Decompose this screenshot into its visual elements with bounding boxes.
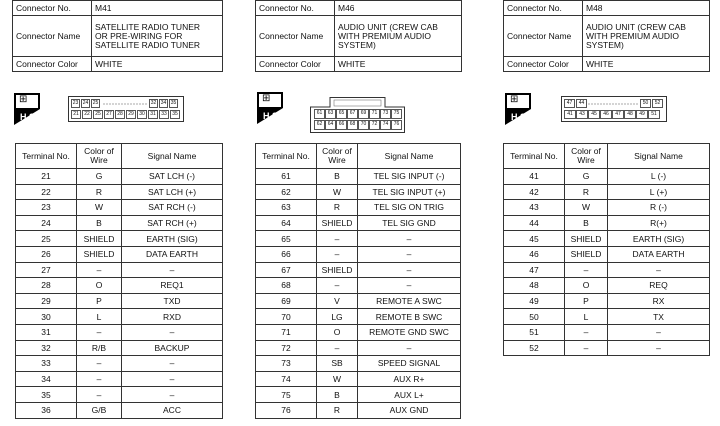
wire-color-header: Color of Wire bbox=[77, 144, 122, 169]
terminal-no-cell: 33 bbox=[16, 356, 77, 372]
signal-name-cell: REQ1 bbox=[122, 278, 223, 294]
signal-name-cell: SAT RCH (+) bbox=[122, 215, 223, 231]
connector-info-table bbox=[503, 0, 710, 72]
terminal-table-m46 bbox=[255, 143, 461, 419]
connector-color-label: Connector Color bbox=[504, 57, 583, 72]
connector-name-line: WITH PREMIUM AUDIO bbox=[586, 30, 680, 41]
terminal-no-cell: 45 bbox=[504, 231, 565, 247]
table-row bbox=[256, 387, 461, 403]
terminal-no-cell: 23 bbox=[16, 200, 77, 216]
terminal-no-cell: 48 bbox=[504, 278, 565, 294]
terminal-no-cell: 32 bbox=[16, 340, 77, 356]
table-row bbox=[504, 293, 710, 309]
table-row bbox=[504, 215, 710, 231]
terminal-no-header: Terminal No. bbox=[504, 144, 565, 169]
table-row bbox=[256, 231, 461, 247]
signal-name-cell: REQ bbox=[608, 278, 710, 294]
connector-m46-section bbox=[255, 0, 462, 72]
signal-name-cell: – bbox=[358, 262, 461, 278]
wire-color-cell: – bbox=[77, 371, 122, 387]
wire-color-cell: LG bbox=[317, 309, 358, 325]
wire-color-cell: O bbox=[77, 278, 122, 294]
terminal-no-cell: 68 bbox=[256, 278, 317, 294]
pin-label: 51 bbox=[648, 110, 660, 119]
wire-color-cell: O bbox=[565, 278, 608, 294]
connector-name-value bbox=[92, 16, 223, 57]
wire-color-cell: W bbox=[77, 200, 122, 216]
pin-label: 49 bbox=[636, 110, 648, 119]
connector-name-line: AUDIO UNIT (CREW CAB bbox=[586, 21, 686, 32]
signal-name-cell: AUX R+ bbox=[358, 371, 461, 387]
terminal-no-cell: 52 bbox=[504, 340, 565, 356]
pin-label: 44 bbox=[576, 99, 587, 108]
signal-name-cell: – bbox=[358, 340, 461, 356]
pin-label: 73 bbox=[380, 109, 391, 119]
signal-name-cell: AUX GND bbox=[358, 402, 461, 418]
table-row bbox=[256, 278, 461, 294]
harness-side-glyph-icon: ⊞ bbox=[262, 93, 271, 104]
signal-name-cell: SPEED SIGNAL bbox=[358, 356, 461, 372]
terminal-no-cell: 30 bbox=[16, 309, 77, 325]
hs-label: H.S. bbox=[263, 111, 281, 121]
signal-name-cell: BACKUP bbox=[122, 340, 223, 356]
wire-color-cell: – bbox=[317, 246, 358, 262]
pin-label: 33 bbox=[159, 110, 169, 119]
wire-color-cell: – bbox=[565, 262, 608, 278]
terminal-no-cell: 27 bbox=[16, 262, 77, 278]
terminal-table-m41 bbox=[15, 143, 223, 419]
signal-name-cell: R(+) bbox=[608, 215, 710, 231]
wire-color-cell: – bbox=[565, 340, 608, 356]
terminal-no-cell: 44 bbox=[504, 215, 565, 231]
signal-name-cell: EARTH (SIG) bbox=[608, 231, 710, 247]
pin-label: 70 bbox=[358, 120, 369, 130]
table-row bbox=[504, 340, 710, 356]
wire-color-cell: R bbox=[317, 402, 358, 418]
signal-name-cell: REMOTE B SWC bbox=[358, 309, 461, 325]
table-row bbox=[256, 356, 461, 372]
wire-color-cell: R/B bbox=[77, 340, 122, 356]
terminal-no-cell: 43 bbox=[504, 200, 565, 216]
wire-color-cell: W bbox=[317, 371, 358, 387]
wire-color-cell: – bbox=[77, 262, 122, 278]
terminal-no-cell: 49 bbox=[504, 293, 565, 309]
connector-face-diagram bbox=[561, 96, 667, 122]
table-row bbox=[256, 246, 461, 262]
harness-side-glyph-icon: ⊞ bbox=[510, 94, 519, 105]
table-row bbox=[256, 402, 461, 418]
pin-label: 43 bbox=[576, 110, 588, 119]
pin-label: 30 bbox=[137, 110, 147, 119]
pin-label: 61 bbox=[314, 109, 325, 119]
terminal-no-cell: 35 bbox=[16, 387, 77, 403]
wire-color-cell: B bbox=[317, 387, 358, 403]
wire-color-cell: G bbox=[565, 169, 608, 185]
pin-label: 68 bbox=[347, 120, 358, 130]
connector-color-label: Connector Color bbox=[256, 57, 335, 72]
wire-color-cell: R bbox=[77, 184, 122, 200]
pin-label: 22 bbox=[82, 110, 92, 119]
wire-color-cell: – bbox=[77, 356, 122, 372]
table-row bbox=[256, 309, 461, 325]
connector-name-line: WITH PREMIUM AUDIO bbox=[338, 30, 432, 41]
table-row bbox=[16, 309, 223, 325]
connector-info-table bbox=[12, 0, 223, 72]
signal-name-cell: – bbox=[122, 324, 223, 340]
pin-label: 21 bbox=[71, 110, 81, 119]
wire-color-cell: O bbox=[317, 324, 358, 340]
signal-name-cell: SAT LCH (-) bbox=[122, 169, 223, 185]
terminal-no-cell: 71 bbox=[256, 324, 317, 340]
wire-color-cell: – bbox=[317, 340, 358, 356]
terminal-no-cell: 76 bbox=[256, 402, 317, 418]
table-row bbox=[16, 215, 223, 231]
signal-name-cell: RX bbox=[608, 293, 710, 309]
signal-name-cell: – bbox=[122, 387, 223, 403]
connector-name-line: SATELLITE RADIO TUNER bbox=[95, 39, 201, 50]
signal-name-cell: – bbox=[358, 231, 461, 247]
terminal-no-cell: 36 bbox=[16, 402, 77, 418]
table-row bbox=[256, 262, 461, 278]
table-row bbox=[504, 262, 710, 278]
terminal-no-cell: 22 bbox=[16, 184, 77, 200]
wire-color-cell: SHIELD bbox=[77, 246, 122, 262]
pin-label: 45 bbox=[588, 110, 600, 119]
wire-color-cell: SHIELD bbox=[565, 246, 608, 262]
signal-name-cell: – bbox=[122, 262, 223, 278]
connector-info-table bbox=[255, 0, 462, 72]
table-row bbox=[16, 387, 223, 403]
connector-name-value bbox=[583, 16, 710, 57]
wire-color-cell: – bbox=[565, 324, 608, 340]
terminal-no-cell: 50 bbox=[504, 309, 565, 325]
signal-name-cell: DATA EARTH bbox=[122, 246, 223, 262]
terminal-no-cell: 72 bbox=[256, 340, 317, 356]
connector-no-label: Connector No. bbox=[13, 1, 92, 16]
table-row bbox=[504, 309, 710, 325]
table-row bbox=[16, 169, 223, 185]
terminal-no-cell: 42 bbox=[504, 184, 565, 200]
wire-color-cell: G bbox=[77, 169, 122, 185]
table-row bbox=[504, 231, 710, 247]
terminal-no-cell: 25 bbox=[16, 231, 77, 247]
terminal-no-cell: 46 bbox=[504, 246, 565, 262]
signal-name-cell: TEL SIG ON TRIG bbox=[358, 200, 461, 216]
connector-m41-section bbox=[12, 0, 223, 72]
connector-color-label: Connector Color bbox=[13, 57, 92, 72]
wire-color-header: Color of Wire bbox=[565, 144, 608, 169]
pin-label: 74 bbox=[380, 120, 391, 130]
connector-name-line: OR PRE-WIRING FOR bbox=[95, 30, 183, 41]
table-row bbox=[256, 184, 461, 200]
terminal-no-cell: 70 bbox=[256, 309, 317, 325]
signal-name-cell: TXD bbox=[122, 293, 223, 309]
terminal-no-cell: 63 bbox=[256, 200, 317, 216]
wire-color-cell: – bbox=[317, 278, 358, 294]
pin-label: 35 bbox=[170, 110, 180, 119]
table-row bbox=[256, 200, 461, 216]
terminal-no-cell: 34 bbox=[16, 371, 77, 387]
connector-name-line: SYSTEM) bbox=[586, 39, 624, 50]
pin-label: 25 bbox=[92, 100, 99, 106]
table-row bbox=[504, 184, 710, 200]
table-row bbox=[504, 278, 710, 294]
connector-name-label: Connector Name bbox=[256, 16, 335, 57]
signal-name-cell: ACC bbox=[122, 402, 223, 418]
pin-label: 35 bbox=[170, 100, 177, 106]
connector-name-label: Connector Name bbox=[13, 16, 92, 57]
wire-color-cell: SHIELD bbox=[77, 231, 122, 247]
wire-color-header: Color of Wire bbox=[317, 144, 358, 169]
pin-label: 47 bbox=[564, 99, 575, 108]
terminal-no-cell: 47 bbox=[504, 262, 565, 278]
connector-name-line: SYSTEM) bbox=[338, 39, 376, 50]
wire-color-cell: – bbox=[77, 324, 122, 340]
signal-name-cell: EARTH (SIG) bbox=[122, 231, 223, 247]
terminal-no-header: Terminal No. bbox=[16, 144, 77, 169]
wire-color-cell: W bbox=[565, 200, 608, 216]
wire-color-cell: G/B bbox=[77, 402, 122, 418]
wire-color-cell: R bbox=[565, 184, 608, 200]
terminal-no-cell: 64 bbox=[256, 215, 317, 231]
signal-name-cell: – bbox=[358, 246, 461, 262]
terminal-no-cell: 26 bbox=[16, 246, 77, 262]
pin-label: 32 bbox=[150, 100, 157, 106]
wire-color-cell: SHIELD bbox=[317, 262, 358, 278]
terminal-no-cell: 28 bbox=[16, 278, 77, 294]
table-row bbox=[16, 402, 223, 418]
connector-name-line: SATELLITE RADIO TUNER bbox=[95, 21, 201, 32]
table-row bbox=[256, 215, 461, 231]
connector-m48-section bbox=[503, 0, 710, 72]
connector-face-diagram bbox=[310, 97, 405, 133]
pin-label: 23 bbox=[72, 100, 79, 106]
signal-name-cell: TEL SIG GND bbox=[358, 215, 461, 231]
hs-label: H.S. bbox=[511, 112, 529, 122]
pin-label: 24 bbox=[82, 100, 89, 106]
harness-side-glyph-icon: ⊞ bbox=[19, 94, 28, 105]
pin-label: 63 bbox=[325, 109, 336, 119]
table-row bbox=[504, 324, 710, 340]
signal-name-cell: AUX L+ bbox=[358, 387, 461, 403]
terminal-no-cell: 66 bbox=[256, 246, 317, 262]
pin-label: 27 bbox=[104, 110, 114, 119]
pin-label: 41 bbox=[564, 110, 576, 119]
pin-label: 75 bbox=[391, 109, 402, 119]
terminal-no-cell: 31 bbox=[16, 324, 77, 340]
connector-no-value: M41 bbox=[92, 1, 223, 16]
signal-name-cell: DATA EARTH bbox=[608, 246, 710, 262]
terminal-no-cell: 51 bbox=[504, 324, 565, 340]
pin-label: 47 bbox=[612, 110, 624, 119]
connector-name-label: Connector Name bbox=[504, 16, 583, 57]
terminal-no-cell: 62 bbox=[256, 184, 317, 200]
signal-name-cell: R (-) bbox=[608, 200, 710, 216]
signal-name-cell: – bbox=[608, 340, 710, 356]
table-row bbox=[256, 340, 461, 356]
table-row bbox=[16, 340, 223, 356]
terminal-no-cell: 69 bbox=[256, 293, 317, 309]
terminal-no-cell: 29 bbox=[16, 293, 77, 309]
wire-color-cell: R bbox=[317, 200, 358, 216]
signal-name-cell: – bbox=[358, 278, 461, 294]
table-row bbox=[504, 200, 710, 216]
table-row bbox=[16, 278, 223, 294]
wire-color-cell: W bbox=[317, 184, 358, 200]
terminal-no-header: Terminal No. bbox=[256, 144, 317, 169]
hs-icon bbox=[257, 92, 283, 124]
signal-name-header: Signal Name bbox=[608, 144, 710, 169]
wire-color-cell: B bbox=[317, 169, 358, 185]
signal-name-cell: TX bbox=[608, 309, 710, 325]
hs-label: H.S. bbox=[20, 112, 38, 122]
pin-label: 66 bbox=[336, 120, 347, 130]
signal-name-cell: REMOTE A SWC bbox=[358, 293, 461, 309]
connector-name-line: AUDIO UNIT (CREW CAB bbox=[338, 21, 438, 32]
pin-label: 67 bbox=[347, 109, 358, 119]
pin-label: 46 bbox=[600, 110, 612, 119]
signal-name-cell: – bbox=[608, 262, 710, 278]
table-row bbox=[16, 184, 223, 200]
terminal-no-cell: 67 bbox=[256, 262, 317, 278]
signal-name-header: Signal Name bbox=[122, 144, 223, 169]
pin-label: 48 bbox=[624, 110, 636, 119]
terminal-no-cell: 65 bbox=[256, 231, 317, 247]
connector-no-label: Connector No. bbox=[256, 1, 335, 16]
table-row bbox=[16, 246, 223, 262]
connector-name-value bbox=[335, 16, 462, 57]
wire-color-cell: – bbox=[77, 387, 122, 403]
table-row bbox=[256, 324, 461, 340]
pin-label: 65 bbox=[336, 109, 347, 119]
table-row bbox=[16, 200, 223, 216]
wire-color-cell: SHIELD bbox=[565, 231, 608, 247]
pin-label: 25 bbox=[93, 110, 103, 119]
wire-color-cell: P bbox=[77, 293, 122, 309]
table-row bbox=[256, 169, 461, 185]
pin-label: 71 bbox=[369, 109, 380, 119]
table-row bbox=[504, 246, 710, 262]
signal-name-header: Signal Name bbox=[358, 144, 461, 169]
pin-label: 50 bbox=[640, 99, 651, 108]
table-row bbox=[256, 293, 461, 309]
wire-color-cell: – bbox=[317, 231, 358, 247]
connector-color-value: WHITE bbox=[335, 57, 462, 72]
pin-label: 64 bbox=[325, 120, 336, 130]
table-row bbox=[16, 231, 223, 247]
table-row bbox=[256, 371, 461, 387]
table-row bbox=[504, 169, 710, 185]
signal-name-cell: L (-) bbox=[608, 169, 710, 185]
wire-color-cell: L bbox=[565, 309, 608, 325]
signal-name-cell: REMOTE GND SWC bbox=[358, 324, 461, 340]
signal-name-cell: RXD bbox=[122, 309, 223, 325]
terminal-table-m48 bbox=[503, 143, 710, 356]
connector-no-label: Connector No. bbox=[504, 1, 583, 16]
wire-color-cell: SB bbox=[317, 356, 358, 372]
terminal-no-cell: 75 bbox=[256, 387, 317, 403]
signal-name-cell: SAT LCH (+) bbox=[122, 184, 223, 200]
connector-face-diagram bbox=[68, 96, 184, 122]
pin-label: 52 bbox=[652, 99, 663, 108]
signal-name-cell: SAT RCH (-) bbox=[122, 200, 223, 216]
pin-label: 31 bbox=[148, 110, 158, 119]
connector-color-value: WHITE bbox=[92, 57, 223, 72]
wire-color-cell: P bbox=[565, 293, 608, 309]
signal-name-cell: – bbox=[608, 324, 710, 340]
hs-icon bbox=[505, 93, 531, 125]
wire-color-cell: B bbox=[565, 215, 608, 231]
table-row bbox=[16, 324, 223, 340]
pin-label: 76 bbox=[391, 120, 402, 130]
pin-label: 28 bbox=[115, 110, 125, 119]
signal-name-cell: – bbox=[122, 356, 223, 372]
pin-label: 72 bbox=[369, 120, 380, 130]
terminal-no-cell: 21 bbox=[16, 169, 77, 185]
pin-label: 69 bbox=[358, 109, 369, 119]
terminal-no-cell: 41 bbox=[504, 169, 565, 185]
pin-label: 34 bbox=[160, 100, 167, 106]
signal-name-cell: TEL SIG INPUT (-) bbox=[358, 169, 461, 185]
table-row bbox=[16, 356, 223, 372]
wire-color-cell: SHIELD bbox=[317, 215, 358, 231]
hs-icon bbox=[14, 93, 40, 125]
wire-color-cell: V bbox=[317, 293, 358, 309]
table-row bbox=[16, 262, 223, 278]
connector-no-value: M46 bbox=[335, 1, 462, 16]
terminal-no-cell: 73 bbox=[256, 356, 317, 372]
terminal-no-cell: 74 bbox=[256, 371, 317, 387]
signal-name-cell: – bbox=[122, 371, 223, 387]
table-row bbox=[16, 293, 223, 309]
connector-no-value: M48 bbox=[583, 1, 710, 16]
terminal-no-cell: 61 bbox=[256, 169, 317, 185]
wire-color-cell: B bbox=[77, 215, 122, 231]
table-row bbox=[16, 371, 223, 387]
pin-label: 29 bbox=[126, 110, 136, 119]
pin-label: 62 bbox=[314, 120, 325, 130]
signal-name-cell: TEL SIG INPUT (+) bbox=[358, 184, 461, 200]
wire-color-cell: L bbox=[77, 309, 122, 325]
terminal-no-cell: 24 bbox=[16, 215, 77, 231]
signal-name-cell: L (+) bbox=[608, 184, 710, 200]
connector-color-value: WHITE bbox=[583, 57, 710, 72]
